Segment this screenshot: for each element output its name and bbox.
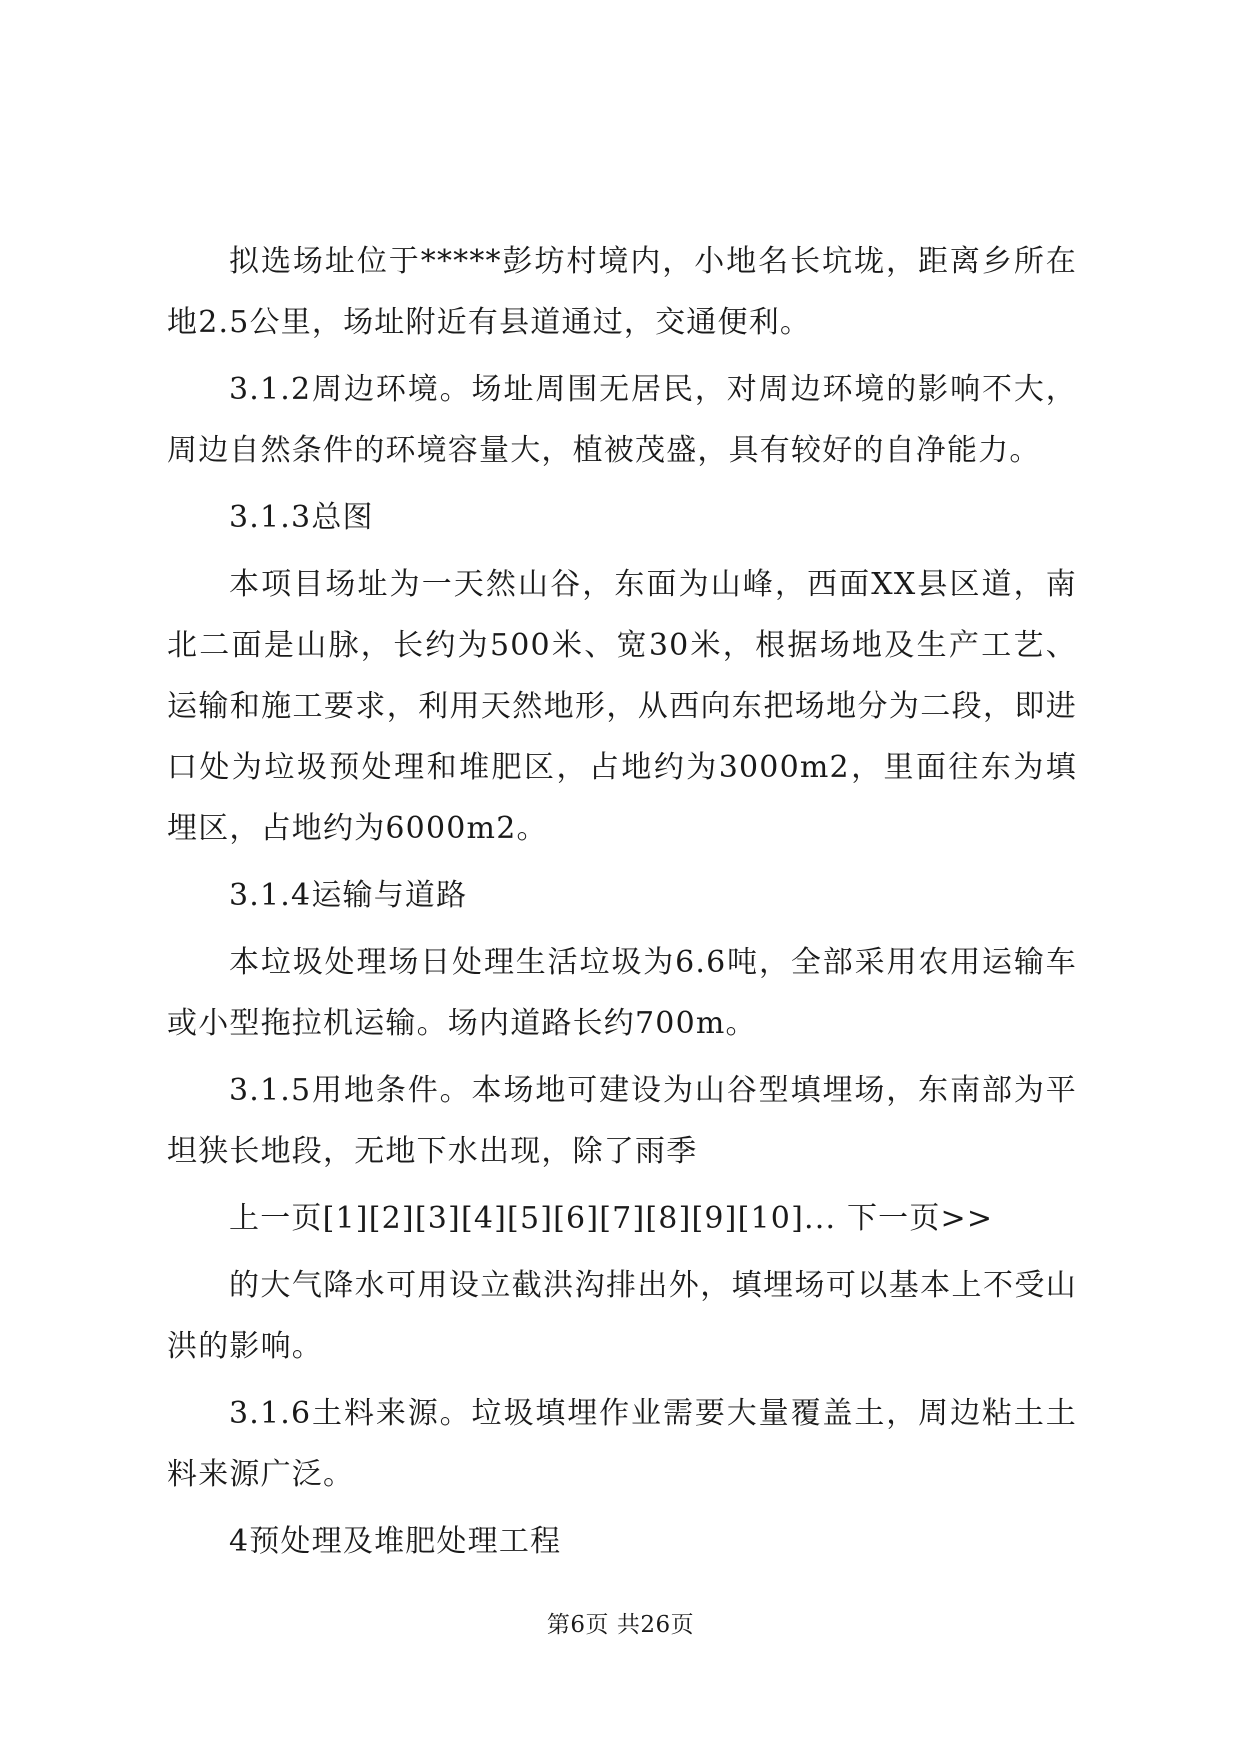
next-page-link[interactable]: 下一页>> — [846, 1201, 994, 1236]
page-link-8[interactable]: [8] — [645, 1201, 692, 1236]
page-link-4[interactable]: [4] — [460, 1201, 508, 1236]
page-link-6[interactable]: [6] — [553, 1201, 600, 1236]
pagination-ellipsis: ... — [803, 1201, 837, 1236]
pagination — [167, 1188, 1077, 1249]
page-link-7[interactable]: [7] — [599, 1201, 646, 1236]
paragraph-land-conditions: 3.1.5用地条件。本场地可建设为山谷型填埋场，东南部为平坦狭长地段，无地下水出现，除了雨季 — [167, 1073, 1077, 1169]
heading-pretreatment-composting: 4预处理及堆肥处理工程 — [229, 1524, 562, 1559]
page-link-9[interactable]: [9] — [691, 1201, 738, 1236]
paragraph-layout-description: 本项目场址为一天然山谷，东面为山峰，西面XX县区道，南北二面是山脉，长约为500米、宽30米，根据场地及生产工艺、运输和施工要求，利用天然地形，从西向东把场地分为二段，即进口处为垃圾预处理和堆肥区，占地约为3000m2，里面往东为填埋区，占地约为6000m2。 — [167, 567, 1077, 846]
paragraph-rainfall: 的大气降水可用设立截洪沟排出外，填埋场可以基本上不受山洪的影响。 — [167, 1268, 1077, 1364]
page-link-5[interactable]: [5] — [507, 1201, 554, 1236]
document-body — [167, 231, 1077, 1578]
page-number-footer: 第6页 共26页 — [546, 1612, 695, 1638]
prev-page-link[interactable]: 上一页 — [229, 1201, 323, 1236]
page-link-2[interactable]: [2] — [368, 1201, 415, 1236]
heading-transport-roads: 3.1.4运输与道路 — [229, 878, 468, 913]
page-link-10[interactable]: [10] — [737, 1201, 804, 1236]
page-link-3[interactable]: [3] — [414, 1201, 461, 1236]
heading-general-layout: 3.1.3总图 — [229, 500, 374, 535]
paragraph-surroundings: 3.1.2周边环境。场址周围无居民，对周边环境的影响不大，周边自然条件的环境容量大，植被茂盛，具有较好的自净能力。 — [167, 372, 1077, 468]
paragraph-site-location: 拟选场址位于*****彭坊村境内，小地名长坑垅，距离乡所在地2.5公里，场址附近有县道通过，交通便利。 — [167, 244, 1077, 340]
paragraph-soil-source: 3.1.6土料来源。垃圾填埋作业需要大量覆盖土，周边粘土土料来源广泛。 — [167, 1396, 1077, 1492]
paragraph-transport: 本垃圾处理场日处理生活垃圾为6.6吨，全部采用农用运输车或小型拖拉机运输。场内道路长约700m。 — [167, 945, 1077, 1041]
page-link-1[interactable]: [1] — [322, 1201, 369, 1236]
